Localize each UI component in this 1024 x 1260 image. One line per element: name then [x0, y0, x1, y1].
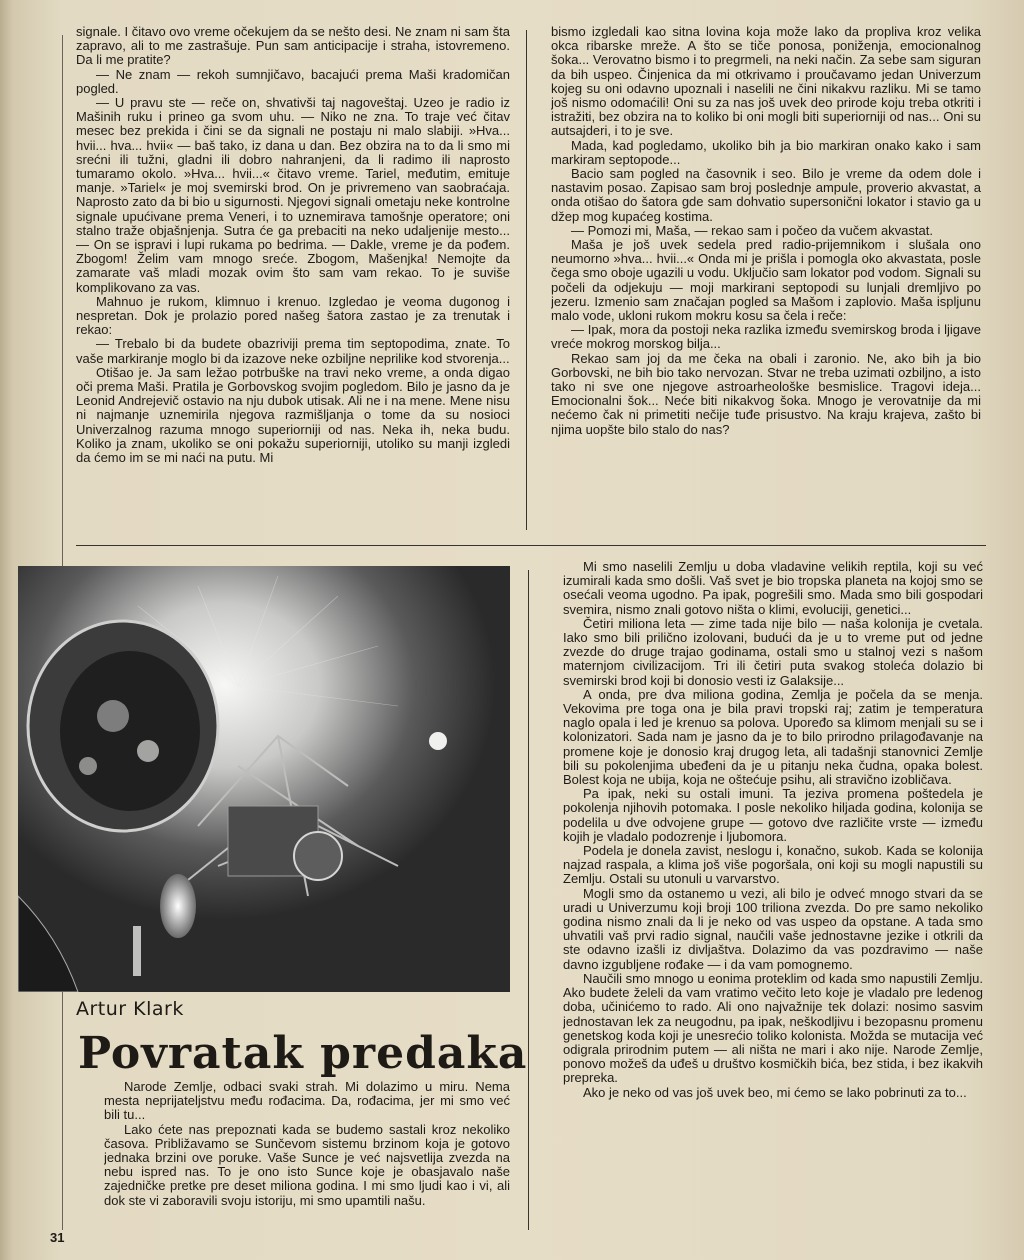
column-divider-bottom: [528, 570, 529, 1230]
paragraph: — U pravu ste — reče on, shvativši taj nagoveštaj. Uzeo je radio iz Mašinih ruku i prineo ga svom uhu. — Niko ne zna. To traje već čitav mesec bez prekida i čini se da signali ne postaju ni malo slabiji. »Hva... hvii... hva... hvii« — baš tako, iz dana u dan. Bez obzira na to da li smo mi srećni ili tužni, gladni ili dobro nahranjeni, da li radimo ili naprosto tumaramo okolo. »Hva... hvii...« čitavo vreme. Tariel, međutim, emituje manje. »Tariel« je moj svemirski brod. On je privremeno van saobraćaja. Naprosto zato da bi bio u sigurnosti. Njegovi signali ometaju neke kontrolne signale upućivane prema Veneri, i to uznemirava tamošnje operatore; oni stalno traže objašnjenja. Sutra će ga prebaciti na neko udaljenije mesto... — On se ispravi i lupi rukama po bedrima. — Dakle, vreme je da pođem. Zbogom! Želim vam mnogo sreće. Zbogom, Mašenjka! Nemojte da zamarate vaš mladi mozak ovim što sam vam rekao. To je suviše komplikovano za vas.: [76, 95, 510, 295]
paragraph: — Pomozi mi, Maša, — rekao sam i počeo da vučem akvastat.: [571, 222, 933, 238]
paragraph: Lako ćete nas prepoznati kada se budemo sastali kroz nekoliko časova. Približavamo se Sunčevom sistemu brzinom koja je gotovo jednaka brzini ove poruke. Vaše Sunce je već najsvetlija zvezda na nebu ispred nas. To je ono isto Sunce koje je obasjavalo naše zajedničke pretke pre deset miliona godina. I mi smo ljudi kao i vi, ali dok ste vi zaboravili svoju istoriju, mi smo upamtili našu.: [104, 1121, 510, 1208]
section-divider: [76, 545, 986, 546]
paragraph: — Ipak, mora da postoji neka razlika između svemirskog broda i ljigave vreće mokrog morskog bilja...: [551, 322, 981, 352]
paragraph: — Trebalo bi da budete obazriviji prema tim septopodima, znate. To vaše markiranje moglo bi da izazove neke ozbiljne neprilike kod stvorenja...: [76, 336, 510, 366]
paragraph: Mi smo naselili Zemlju u doba vladavine velikih reptila, koji su već izumirali kada smo došli. Vaš svet je bio tropska planeta na kojoj smo se osećali veoma ugodno. Pa ipak, pogrešili smo. Mada smo bili gospodari svemira, nismo znali gotovo ništa o klimi, evoluciji, genetici...: [563, 560, 983, 617]
paragraph: Ako je neko od vas još uvek beo, mi ćemo se lako pobrinuti za to...: [583, 1084, 967, 1100]
paragraph: Mahnuo je rukom, klimnuo i krenuo. Izgledao je veoma dugonog i nespretan. Dok je prolazio pored našeg šatora zastao je za trenutak i rekao:: [76, 293, 510, 338]
page-binding-edge: [0, 0, 14, 1260]
page-number: 31: [50, 1230, 65, 1245]
illustration-art: [18, 566, 510, 992]
paragraph: Rekao sam joj da me čeka na obali i zaronio. Ne, ako bih ja bio Gorbovski, ne bih bio tako nervozan. Stvar ne treba uzimati ozbiljno, a isto tako ni sve one njegove astroarheološke besmislice. Tragovi ideja... Emocionalni šok... Neće biti nikakvog šoka. Mnogo je verovatnije da mi nećemo čak ni primetiti nečije tuđe prisustvo. Na kraju krajeva, zašto bi njima uopšte bilo stalo do nas?: [551, 350, 981, 437]
spacecraft-machinery-illustration: [18, 566, 510, 992]
paragraph: Pa ipak, neki su ostali imuni. Ta jeziva promena poštedela je pokolenja njihovih potomaka. I posle nekoliko hiljada godina, kolonija se podelila u dve odvojene grupe — gotovo dve različite vrste — između kojih je vladalo podozrenje i ljubomora.: [563, 786, 983, 844]
article-title: Povratak predaka: [78, 1028, 528, 1079]
paragraph: Četiri miliona leta — zime tada nije bilo — naša kolonija je cvetala. Iako smo bili prilično izolovani, budući da je u to vreme put od jedne zvezde do druge trajao godinama, ostali smo u stalnoj vezi s našom maternjom civilizacijom. Tri ili četiri puta svakog stoleća dolazio bi svemirski brod koji bi donosio vesti iz Galaksije...: [563, 615, 983, 688]
paragraph: bismo izgledali kao sitna lovina koja može lako da propliva kroz velika okca ribarske mreže. A što se tiče ponosa, poniženja, emocionalnog šoka... Verovatno bismo i to pregrmeli, na neki način. Za sebe sam siguran da bih uspeo. Činjenica da mi otkrivamo i proučavamo jedan Univerzum kojeg su oni odavno upoznali i naselili ne čini nikakvu razliku. Mi se tamo još nismo odomaćili! Oni su za nas još uvek deo prirode koju treba otkriti i istražiti, bez obzira na to koliko bi oni mogli biti superiorniji od nas... Oni su autsajderi, i to je sve.: [551, 25, 981, 139]
paragraph: A onda, pre dva miliona godina, Zemlja je počela da se menja. Vekovima pre toga ona je bila pravi tropski raj; zatim je temperatura naglo opala i led je krenuo sa polova. Upoređo sa klimom menjali su se i kolonizatori. Sada nam je jasno da je to bilo prirodno prilagođavanje na promene koje je donosio kraj drugog leta, ali tadašnji stanovnici Zemlje bili su pokolenjima ubeđeni da je u pitanju neka čudna, opaka bolest. Bolest koja ne ubija, koja ne oštećuje psihu, ali stravično izobličava.: [563, 686, 983, 788]
paragraph: Naučili smo mnogo u eonima proteklim od kada smo napustili Zemlju. Ako budete želeli da vam vratimo večito leto koje je vladalo pre ledenog doba, učinićemo to rado. Ali ono najvažnije tek dolazi: nosimo sasvim jednostavan lek za neugodnu, pa ipak, neškodljivu i bezopasnu promenu genetskog koda koji je unesrećio toliko kolonista. Možda se mutacija već odigrala prirodnim putem — ali ništa ne mari i ako nije. Narode Zemlje, ponovo možeš da uđeš u društvo kosmičkih bića, bez stida, i bez ikakvih prepreka.: [563, 970, 983, 1086]
paragraph: Podela je donela zavist, neslogu i, konačno, sukob. Kada se kolonija najzad raspala, a klima još više pogoršala, oni koji su mogli napustili su Zemlju. Ostali su utonuli u varvarstvo.: [563, 843, 983, 887]
paragraph: Narode Zemlje, odbaci svaki strah. Mi dolazimo u miru. Nema mesta neprijateljstvu među rođacima. Da, rođacima, jer mi smo već bili tu...: [104, 1080, 510, 1123]
paragraph: Bacio sam pogled na časovnik i seo. Bilo je vreme da odem dole i nastavim posao. Zapisao sam broj poslednje ampule, proverio akvastat, a onda otišao do šatora gde sam dohvatio supersonični lokator i stavio ga u džep mog kupaćeg kostima.: [551, 166, 981, 224]
column-bottom-right: [563, 560, 983, 1230]
article-author: Artur Klark: [76, 998, 184, 1020]
paragraph: Maša je još uvek sedela pred radio-prijemnikom i slušala ono neumorno »hva... hvii...« Onda mi je prišla i pomogla oko akvastata, posle čega smo oboje ugazili u vodu. Uključio sam lokator pod vodom. Signali su počeli da odjekuju — moji markirani septopodi su lunjali dremljivo po jezeru. Izmenio sam značajan pogled sa Mašom i zaplovio. Maša ispljunu malo vode, ukloni rukom mokru kosu sa čela i reče:: [551, 237, 981, 324]
paragraph: Mada, kad pogledamo, ukoliko bih ja bio markiran onako kako i sam markiram septopode...: [551, 137, 981, 167]
column-top-left: [76, 25, 510, 531]
paragraph: signale. I čitavo ovo vreme očekujem da se nešto desi. Ne znam ni sam šta zapravo, ali to me zastrašuje. Pun sam anticipacije i straha, istovremeno. Da li me pratite?: [76, 25, 510, 68]
column-divider-top: [526, 30, 527, 530]
paragraph: — Ne znam — rekoh sumnjičavo, bacajući prema Maši kradomičan pogled.: [76, 66, 510, 96]
paragraph: Mogli smo da ostanemo u vezi, ali bilo je odveć mnogo stvari da se uradi u Univerzumu koji broji 100 triliona zvezda. Do pre samo nekoliko godina nismo znali da li je neko od vas uspeo da opstane. A tada smo uhvatili vaš prvi radio signal, naučili vaše jednostavne jezike i otkrili da ste odavno izašli iz divljaštva. Dolazimo da vas pozdravimo — naše davno izgubljene rođake — i da vam pomognemo.: [563, 885, 983, 972]
paragraph: Otišao je. Ja sam ležao potrbuške na travi neko vreme, a onda digao oči prema Maši. Pratila je Gorbovskog svojim pogledom. Bilo je jasno da je Leonid Andrejevič ostavio na nju dubok utisak. Ali ne i na mene. Mene nisu ni najmanje uznemirila njegova razmišljanja o tome da su nosioci Univerzalnog razuma mnogo superiorniji od nas. Neka ih, neka budu. Koliko ja znam, ukoliko se oni pokažu superiorniji, utoliko su manji izgledi da ćemo im se mi naći na putu. Mi: [76, 364, 510, 466]
column-top-right: [551, 25, 981, 531]
column-bottom-left: [104, 1080, 510, 1225]
